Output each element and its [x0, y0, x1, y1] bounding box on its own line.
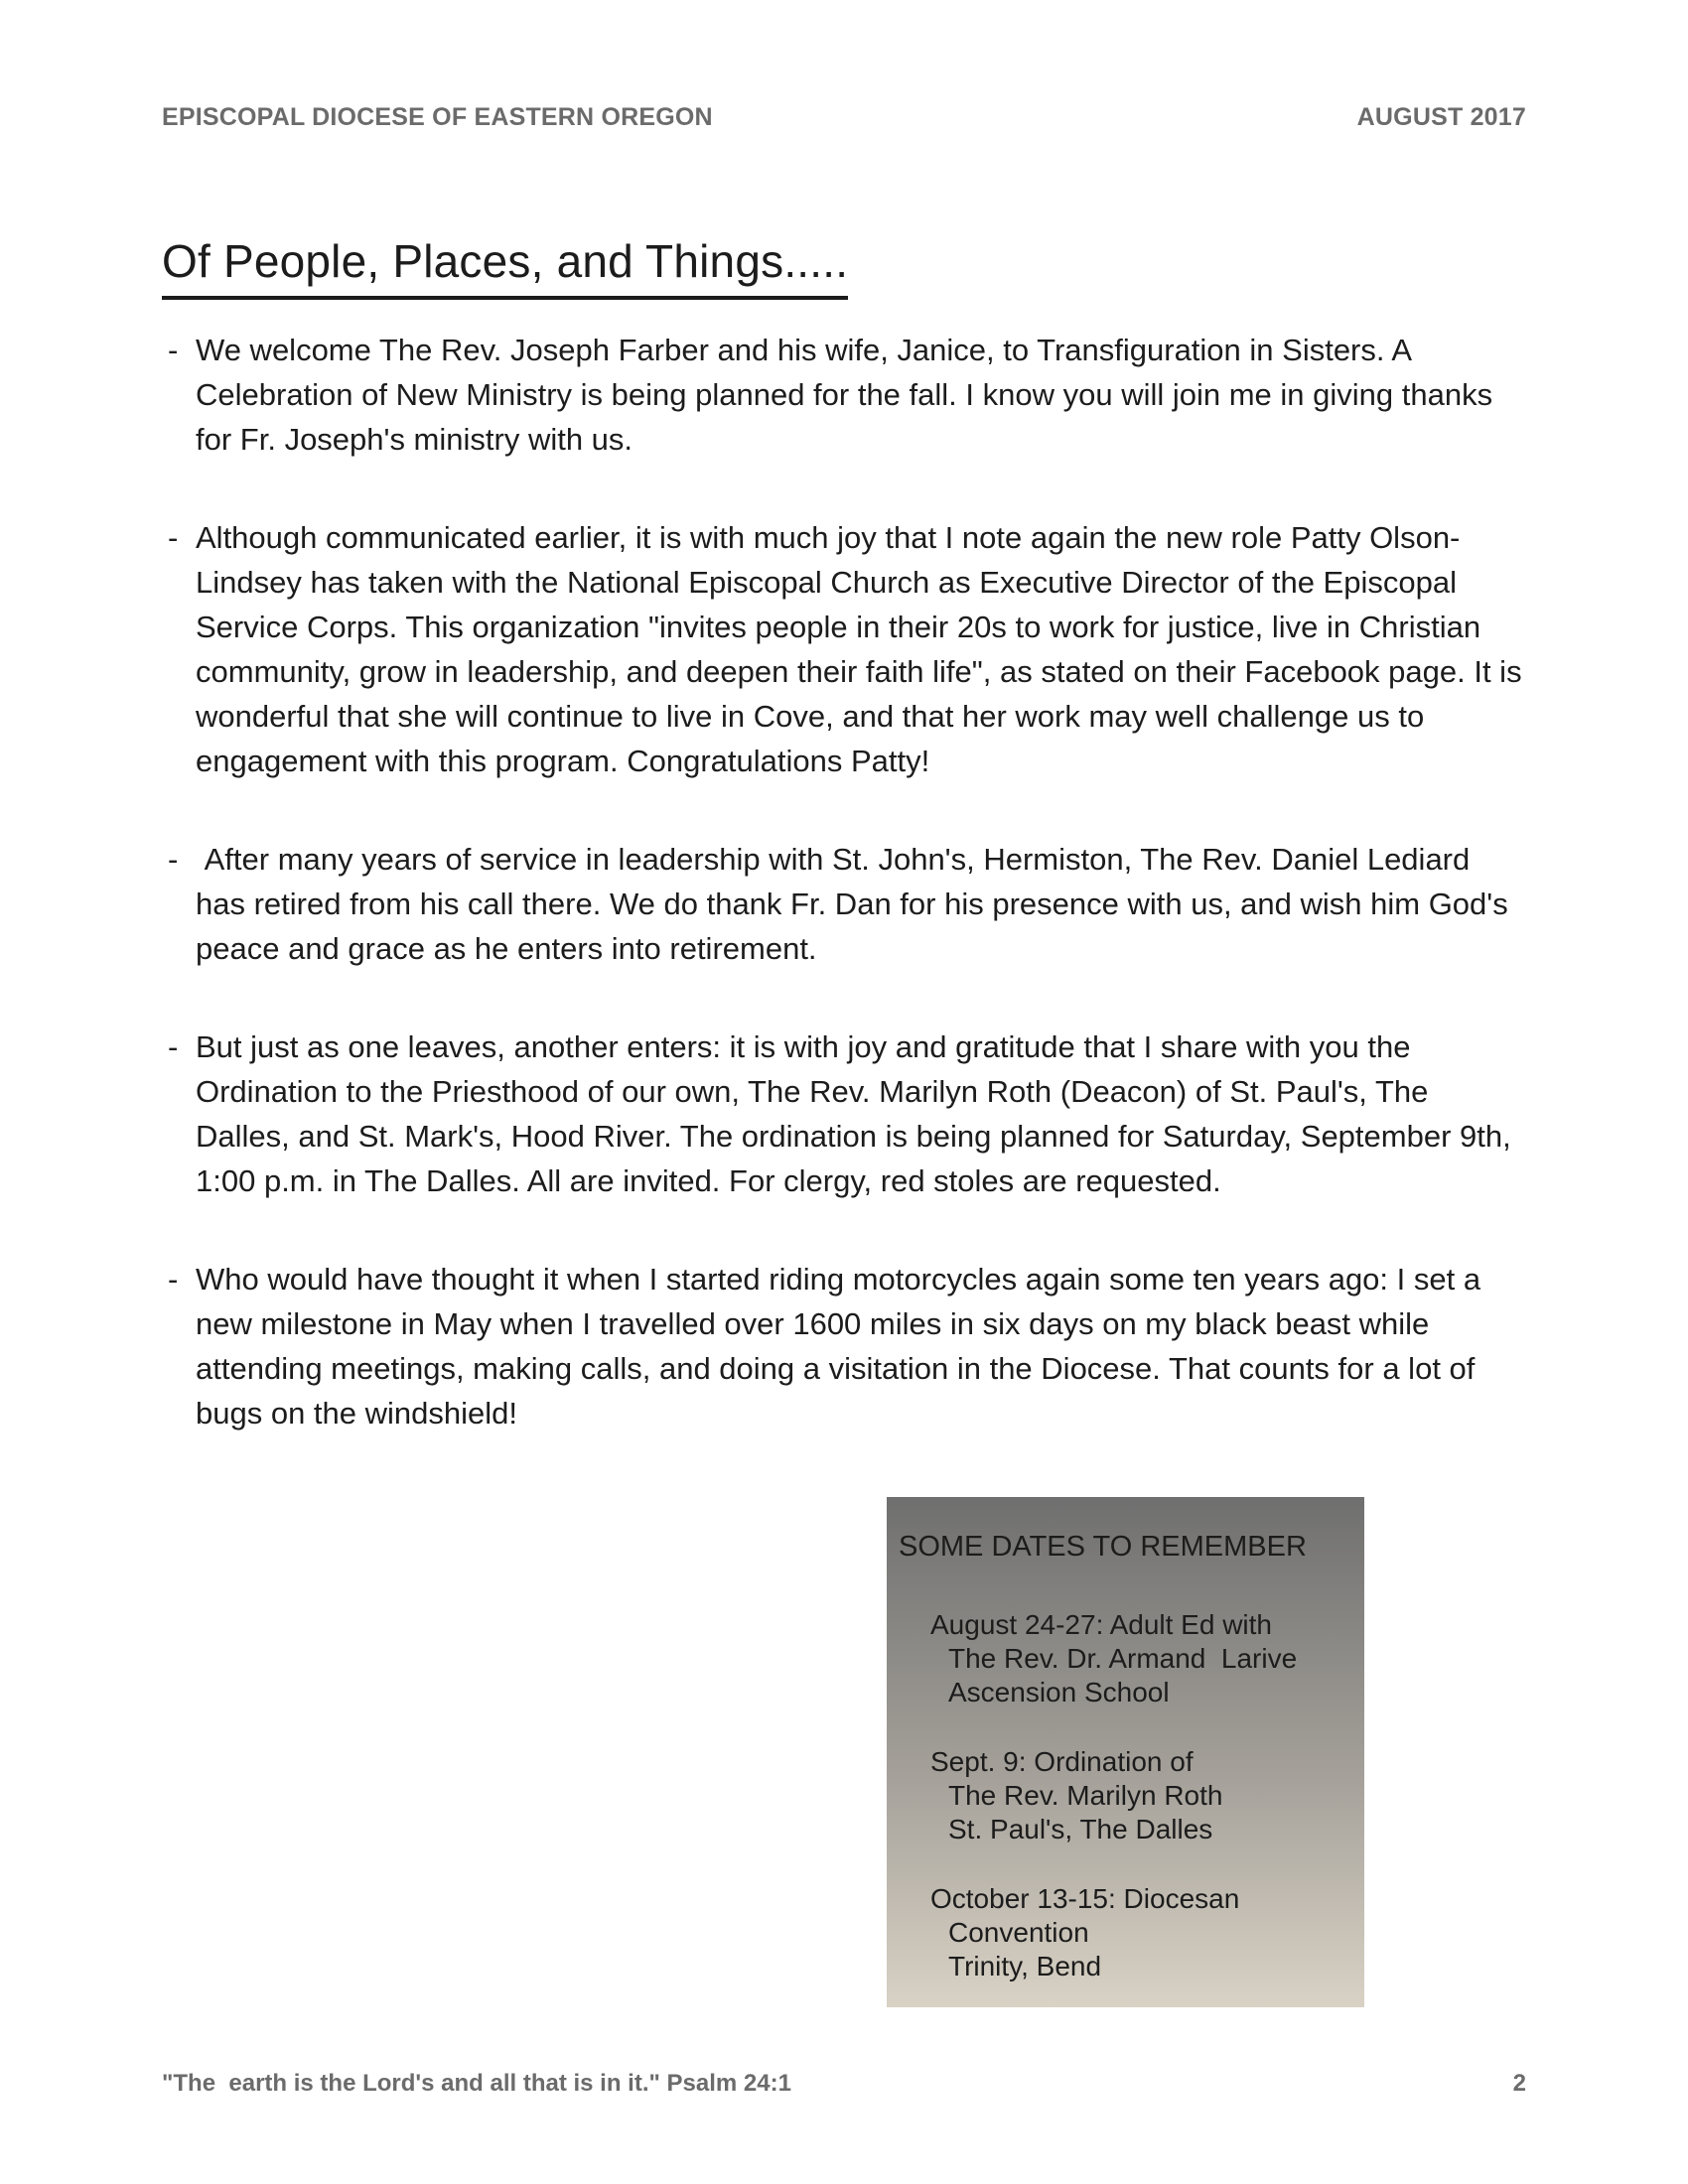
event-line: St. Paul's, The Dalles: [948, 1814, 1213, 1844]
footer-quote: "The earth is the Lord's and all that is in it." Psalm 24:1: [162, 2070, 791, 2097]
header-publication-name: EPISCOPAL DIOCESE OF EASTERN OREGON: [162, 103, 713, 131]
bullet-marker: -: [168, 333, 179, 367]
list-item: [162, 1257, 1524, 1435]
bullet-text: But just as one leaves, another enters: it is with joy and gratitude that I share with you the Ordination to the Priesthood of our own, The Rev. Marilyn Roth (Deacon) of St. Paul's, The Dalles, and St. Mark's, Hood River. The ordination is being planned for Saturday, September 9th, 1:00 p.m. in The Dalles. All are invited. For clergy, red stoles are requested.: [196, 1029, 1520, 1198]
page-header: [162, 103, 1526, 132]
page-footer: [162, 2070, 1526, 2098]
list-item: [162, 837, 1524, 971]
bullet-text: Although communicated earlier, it is with much joy that I note again the new role Patty Olson-Lindsey has taken with the National Episcopal Church as Executive Director of the Episcopal Service Corps. This organization "invites people in their 20s to work for justice, live in Christian community, grow in leadership, and deepen their faith life", as stated on their Facebook page. It is wonderful that she will continue to live in Cove, and that her work may well challenge us to engagement with this program. Congratulations Patty!: [196, 520, 1531, 778]
event-line: Convention: [948, 1917, 1089, 1948]
bullet-list: [162, 328, 1531, 1489]
event-item: [899, 1745, 1354, 1846]
event-line: The Rev. Dr. Armand Larive: [948, 1643, 1298, 1674]
bullet-marker: -: [168, 842, 179, 877]
event-line: August 24-27: Adult Ed with: [930, 1609, 1272, 1640]
bullet-text: Who would have thought it when I started riding motorcycles again some ten years ago: I set a new milestone in May when I travelled over 1600 miles in six days on my black beast while attending meetings, making calls, and doing a visitation in the Diocese. That counts for a lot of bugs on the windshield!: [196, 1262, 1489, 1431]
list-item: [162, 1024, 1524, 1203]
page-number: 2: [1512, 2070, 1526, 2097]
bullet-text: We welcome The Rev. Joseph Farber and his wife, Janice, to Transfiguration in Sisters. A Celebration of New Ministry is being planned for the fall. I know you will join me in giving thanks for Fr. Joseph's ministry with us.: [196, 333, 1501, 457]
list-item: [162, 515, 1531, 783]
header-issue-date: AUGUST 2017: [1356, 103, 1526, 131]
list-item: [162, 328, 1524, 462]
bullet-text: After many years of service in leadership with St. John's, Hermiston, The Rev. Daniel Lediard has retired from his call there. We do thank Fr. Dan for his presence with us, and wish him God's peace and grace as he enters into retirement.: [196, 842, 1517, 966]
event-line: Sept. 9: Ordination of: [930, 1746, 1194, 1777]
event-line: Ascension School: [948, 1677, 1170, 1707]
event-line: October 13-15: Diocesan: [930, 1883, 1240, 1914]
section-title: Of People, Places, and Things.....: [162, 234, 848, 300]
bullet-marker: -: [168, 1029, 179, 1064]
event-line: Trinity, Bend: [948, 1951, 1102, 1981]
dates-box-heading: SOME DATES TO REMEMBER: [899, 1531, 1307, 1563]
event-item: [899, 1608, 1354, 1709]
event-item: [899, 1882, 1354, 1983]
bullet-marker: -: [168, 520, 179, 555]
bullet-marker: -: [168, 1262, 179, 1297]
dates-to-remember-box: [887, 1497, 1364, 2007]
event-line: The Rev. Marilyn Roth: [948, 1780, 1223, 1811]
